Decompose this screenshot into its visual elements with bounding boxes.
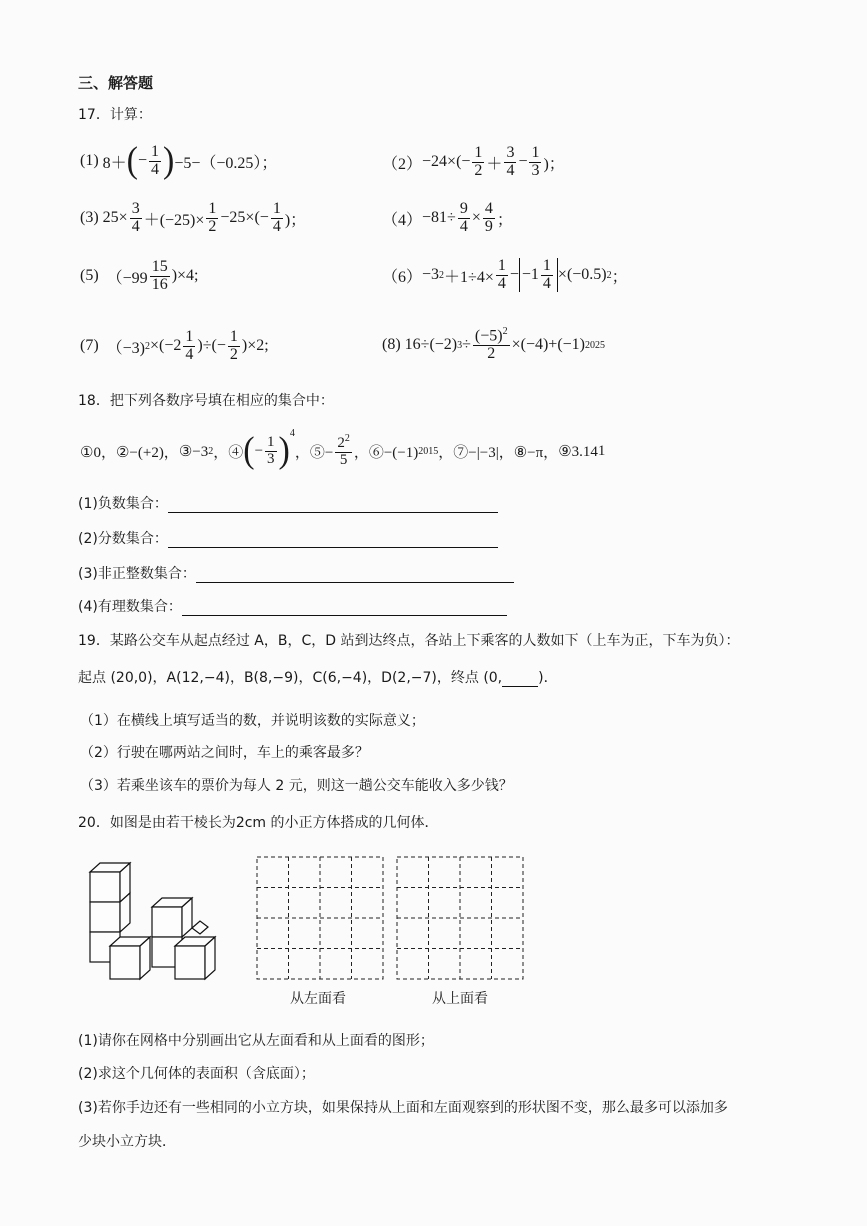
q17-stem: 17．计算： <box>78 107 152 123</box>
q17-part7: (7) （−3) 2 ×(−2 $\frac{1}{4}$ )÷(− $\frac{1}{2}$ )×2; <box>80 327 269 363</box>
blank-line[interactable] <box>182 601 507 616</box>
grid-left-view[interactable] <box>256 856 386 982</box>
q20-sub1: (1)请你在网格中分别画出它从左面看和从上面看的图形； <box>78 1033 434 1049</box>
q18-items: ①0， ②−(+2)， ③−3 2 ，④ ( − $\frac{1}{3}$ ) $^4$ ，⑤− $\frac{2^2}{5}$ ，⑥−(−1) 2015 ，⑦−|−3|， ⑧−π， ⑨3.14 1 <box>80 428 606 471</box>
fraction: $\frac{1}{4}$ <box>151 142 160 178</box>
blank-line[interactable] <box>502 672 538 687</box>
q17-part8: (8) 16÷(−2) 3 ÷ $\frac{(-5)^2}{2}$ ×(−4)+(−1) 2025 <box>382 326 605 363</box>
q17-part3: (3) 25× $\frac{3}{4}$ ＋(−25)× $\frac{1}{2}$ −25×(− $\frac{1}{4}$ )； <box>80 199 307 235</box>
section-title: 三、解答题 <box>78 74 154 92</box>
q20-sub3-cont: 少块小立方块． <box>78 1134 176 1150</box>
q19-data: 起点 (20,0)，A(12,−4)，B(8,−9)，C(6,−4)，D(2,−7)，终点 (0, )． <box>78 670 558 686</box>
part-label: (1) <box>80 152 99 169</box>
absolute-value: − 1 $\frac{1}{4}$ <box>519 258 558 293</box>
set-negative: (1)负数集合： <box>78 493 498 513</box>
q17-part1: (1) 8＋ ( − $\frac{1}{4}$ ) −5−（−0.25）； <box>80 140 278 181</box>
q17-part2: （2） −24×(− $\frac{1}{2}$ ＋ $\frac{3}{4}$ − $\frac{1}{3}$ )； <box>382 143 565 179</box>
q19-sub3: （3）若乘坐该车的票价为每人 2 元，则这一趟公交车能收入多少钱？ <box>80 778 513 794</box>
grid-top-caption: 从上面看 <box>432 991 488 1007</box>
q19-sub1: （1）在横线上填写适当的数，并说明该数的实际意义； <box>80 713 425 729</box>
q20-sub2: (2)求这个几何体的表面积（含底面）； <box>78 1066 315 1082</box>
blank-line[interactable] <box>168 533 498 548</box>
q19-sub2: （2）行驶在哪两站之间时，车上的乘客最多？ <box>80 745 369 761</box>
set-nonpositive-integer: (3)非正整数集合： <box>78 563 514 583</box>
q20-sub3: (3)若你手边还有一些相同的小立方块，如果保持从上面和左面观察到的形状图不变，那么最多可以添加多 <box>78 1100 728 1116</box>
q17-part6: （6） −3 2 ＋1÷4× $\frac{1}{4}$ − − 1 $\frac{1}{4}$ ×(−0.5) 2 ； <box>382 256 628 292</box>
q18-stem: 18．把下列各数序号填在相应的集合中： <box>78 393 334 409</box>
blank-line[interactable] <box>196 568 514 583</box>
q17-part5: (5) （−99 $\frac{15}{16}$ )×4; <box>80 257 199 293</box>
grid-top-view[interactable] <box>396 856 526 982</box>
blank-line[interactable] <box>168 498 498 513</box>
cube-solid-figure <box>80 855 240 985</box>
set-fraction: (2)分数集合： <box>78 528 498 548</box>
q17-part4: （4） −81÷ $\frac{9}{4}$ × $\frac{4}{9}$ ； <box>382 199 513 235</box>
set-rational: (4)有理数集合： <box>78 596 507 616</box>
grid-left-caption: 从左面看 <box>290 991 346 1007</box>
q19-stem: 19．某路公交车从起点经过 A，B，C，D 站到达终点，各站上下乘客的人数如下（上车为正，下车为负）： <box>78 633 740 649</box>
q20-stem: 20．如图是由若干棱长为2cm 的小正方体搭成的几何体． <box>78 815 439 831</box>
